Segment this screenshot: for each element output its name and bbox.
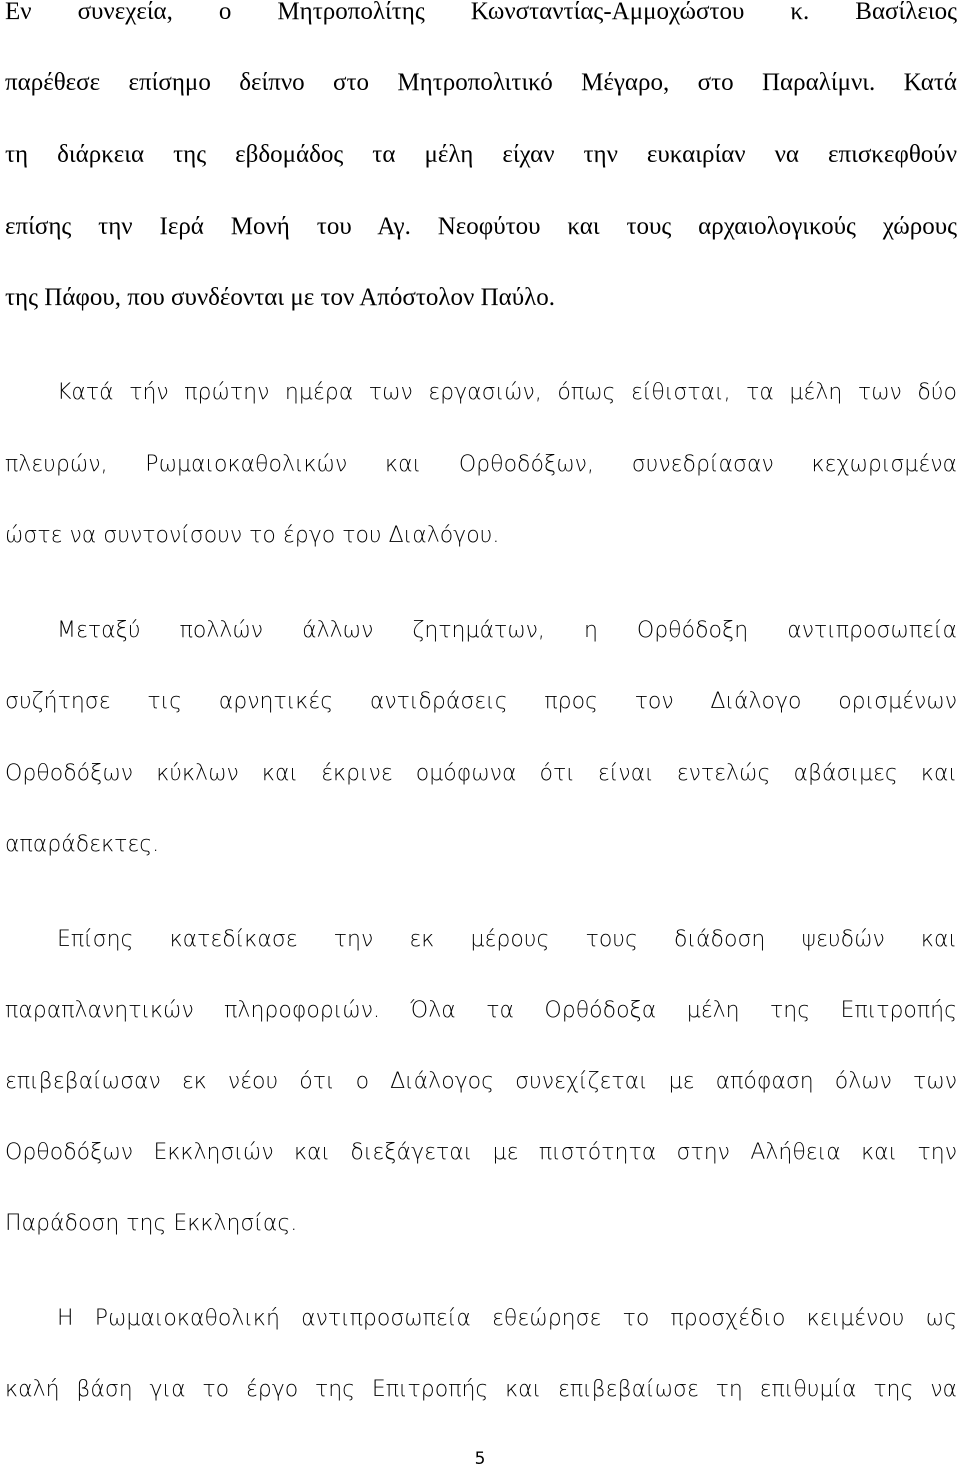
text-line: Κατά τήν πρώτην ημέρα των εργασιών, όπως είθισται, τα μέλη των δύο	[57, 380, 957, 405]
text-line: επίσης την Ιερά Μονή του Αγ. Νεοφύτου και τους αρχαιολογικούς χώρους	[5, 213, 957, 240]
text-line: τη διάρκεια της εβδομάδος τα μέλη είχαν την ευκαιρίαν να επισκεφθούν	[5, 141, 957, 168]
text-line: Ορθοδόξων Εκκλησιών και διεξάγεται με πιστότητα στην Αλήθεια και την	[5, 1140, 957, 1165]
text-line: παραπλανητικών πληροφοριών. Όλα τα Ορθόδοξα μέλη της Επιτροπής	[5, 998, 957, 1023]
text-line: Εν συνεχεία, ο Μητροπολίτης Κωνσταντίας-Αμμοχώστου κ. Βασίλειος	[5, 0, 957, 25]
text-line: πλευρών, Ρωμαιοκαθολικών και Ορθοδόξων, συνεδρίασαν κεχωρισμένα	[5, 452, 957, 477]
text-line: Παράδοση της Εκκλησίας.	[5, 1211, 298, 1236]
text-line: καλή βάση για το έργο της Επιτροπής και επιβεβαίωσε τη επιθυμία της να	[5, 1377, 957, 1402]
text-line: επιβεβαίωσαν εκ νέου ότι ο Διάλογος συνεχίζεται με απόφαση όλων των	[5, 1069, 957, 1094]
text-line: συζήτησε τις αρνητικές αντιδράσεις προς τον Διάλογο ορισμένων	[5, 689, 957, 714]
text-line: Η Ρωμαιοκαθολική αντιπροσωπεία εθεώρησε το προσχέδιο κειμένου ως	[57, 1306, 957, 1331]
text-line: Ορθοδόξων κύκλων και έκρινε ομόφωνα ότι είναι εντελώς αβάσιμες και	[5, 761, 957, 786]
text-line: Μεταξύ πολλών άλλων ζητημάτων, η Ορθόδοξη αντιπροσωπεία	[57, 618, 957, 643]
text-line: της Πάφου, που συνδέονται με τον Απόστολον Παύλο.	[5, 284, 555, 311]
text-line: παρέθεσε επίσημο δείπνο στο Μητροπολιτικό Μέγαρο, στο Παραλίμνι. Κατά	[5, 69, 957, 96]
page-number: 5	[474, 1449, 486, 1469]
text-line: απαράδεκτες.	[5, 832, 160, 857]
text-line: Επίσης κατεδίκασε την εκ μέρους τους διάδοση ψευδών και	[57, 927, 957, 952]
text-line: ώστε να συντονίσουν το έργο του Διαλόγου.	[5, 523, 500, 548]
